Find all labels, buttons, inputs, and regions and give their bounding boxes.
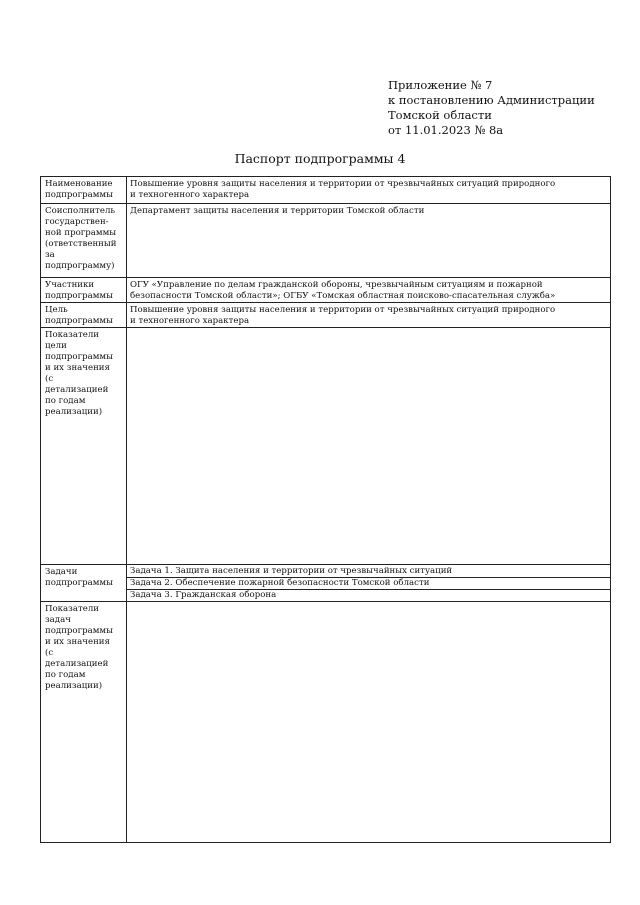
task-indicators-label-line: задач <box>45 615 71 625</box>
appendix-line-1: Приложение № 7 <box>388 78 493 92</box>
page-title: Паспорт подпрограммы 4 <box>234 151 406 166</box>
task-item-3-line: Задача 3. Гражданская оборона <box>130 590 277 600</box>
task-indicators-label <box>45 604 125 692</box>
tasks-label-line: Задачи <box>45 567 78 577</box>
coexecutor-label-line: Соисполнитель <box>45 206 116 216</box>
coexecutor-value <box>130 206 608 217</box>
table-rule <box>40 203 611 204</box>
goal-indicators-label-line: реализации) <box>45 407 103 417</box>
goal-indicators-label-line: и их значения <box>45 363 110 373</box>
name-value-line: Повышение уровня защиты населения и территории от чрезвычайных ситуаций природного <box>130 179 556 189</box>
task-indicators-label-line: по годам <box>45 670 86 680</box>
task-indicators-label-line: и их значения <box>45 637 110 647</box>
goal-indicators-label <box>45 330 125 418</box>
appendix-line-4: от 11.01.2023 № 8а <box>388 123 504 137</box>
coexecutor-label-line: подпрограмму) <box>45 261 115 271</box>
goal-label <box>45 305 125 327</box>
coexecutor-label-line: государствен- <box>45 217 109 227</box>
goal-label-line: подпрограммы <box>45 316 113 326</box>
goal-label-line: Цель <box>45 305 68 315</box>
task-indicators-label-line: подпрограммы <box>45 626 113 636</box>
name-value-line: и техногенного характера <box>130 190 250 200</box>
table-rule <box>40 601 611 602</box>
coexecutor-value-line: Департамент защиты населения и территории Томской области <box>130 206 425 216</box>
appendix-block <box>388 78 595 138</box>
appendix-line-2: к постановлению Администрации <box>388 93 595 107</box>
name-label-line: подпрограммы <box>45 190 113 200</box>
goal-value-line: и техногенного характера <box>130 316 250 326</box>
coexecutor-label <box>45 206 125 272</box>
appendix-line-3: Томской области <box>388 108 492 122</box>
task-indicators-label-line: детализацией <box>45 659 109 669</box>
table-rule <box>40 327 611 328</box>
participants-value-line: безопасности Томской области»; ОГБУ «Томская областная поисково-спасательная служба» <box>130 291 556 301</box>
name-value <box>130 179 608 201</box>
task-item-2 <box>130 578 608 589</box>
goal-indicators-label-line: цели <box>45 341 67 351</box>
tasks-label-line: подпрограммы <box>45 578 113 588</box>
participants-value-line: ОГУ «Управление по делам гражданской обороны, чрезвычайным ситуациям и пожарной <box>130 280 543 290</box>
goal-value <box>130 305 608 327</box>
task-item-1 <box>130 566 608 577</box>
coexecutor-label-line: за <box>45 250 55 260</box>
participants-label-line: подпрограммы <box>45 291 113 301</box>
table-rule <box>40 564 611 565</box>
task-indicators-label-line: (с <box>45 648 54 658</box>
task-item-3 <box>130 590 608 601</box>
goal-indicators-label-line: Показатели <box>45 330 100 340</box>
goal-indicators-label-line: по годам <box>45 396 86 406</box>
coexecutor-label-line: (ответственный <box>45 239 117 249</box>
task-item-1-line: Задача 1. Защита населения и территории от чрезвычайных ситуаций <box>130 566 453 576</box>
table-rule <box>40 277 611 278</box>
name-label <box>45 179 125 201</box>
tasks-label <box>45 567 125 589</box>
task-item-2-line: Задача 2. Обеспечение пожарной безопасности Томской области <box>130 578 430 588</box>
coexecutor-label-line: ной программы <box>45 228 117 238</box>
goal-value-line: Повышение уровня защиты населения и территории от чрезвычайных ситуаций природного <box>130 305 556 315</box>
table-rule <box>40 302 611 303</box>
task-indicators-label-line: Показатели <box>45 604 100 614</box>
participants-label <box>45 280 125 302</box>
table-rule <box>40 842 611 843</box>
task-indicators-label-line: реализации) <box>45 681 103 691</box>
goal-indicators-label-line: (с <box>45 374 54 384</box>
goal-indicators-label-line: детализацией <box>45 385 109 395</box>
participants-value <box>130 280 608 302</box>
goal-indicators-label-line: подпрограммы <box>45 352 113 362</box>
participants-label-line: Участники <box>45 280 95 290</box>
name-label-line: Наименование <box>45 179 113 189</box>
